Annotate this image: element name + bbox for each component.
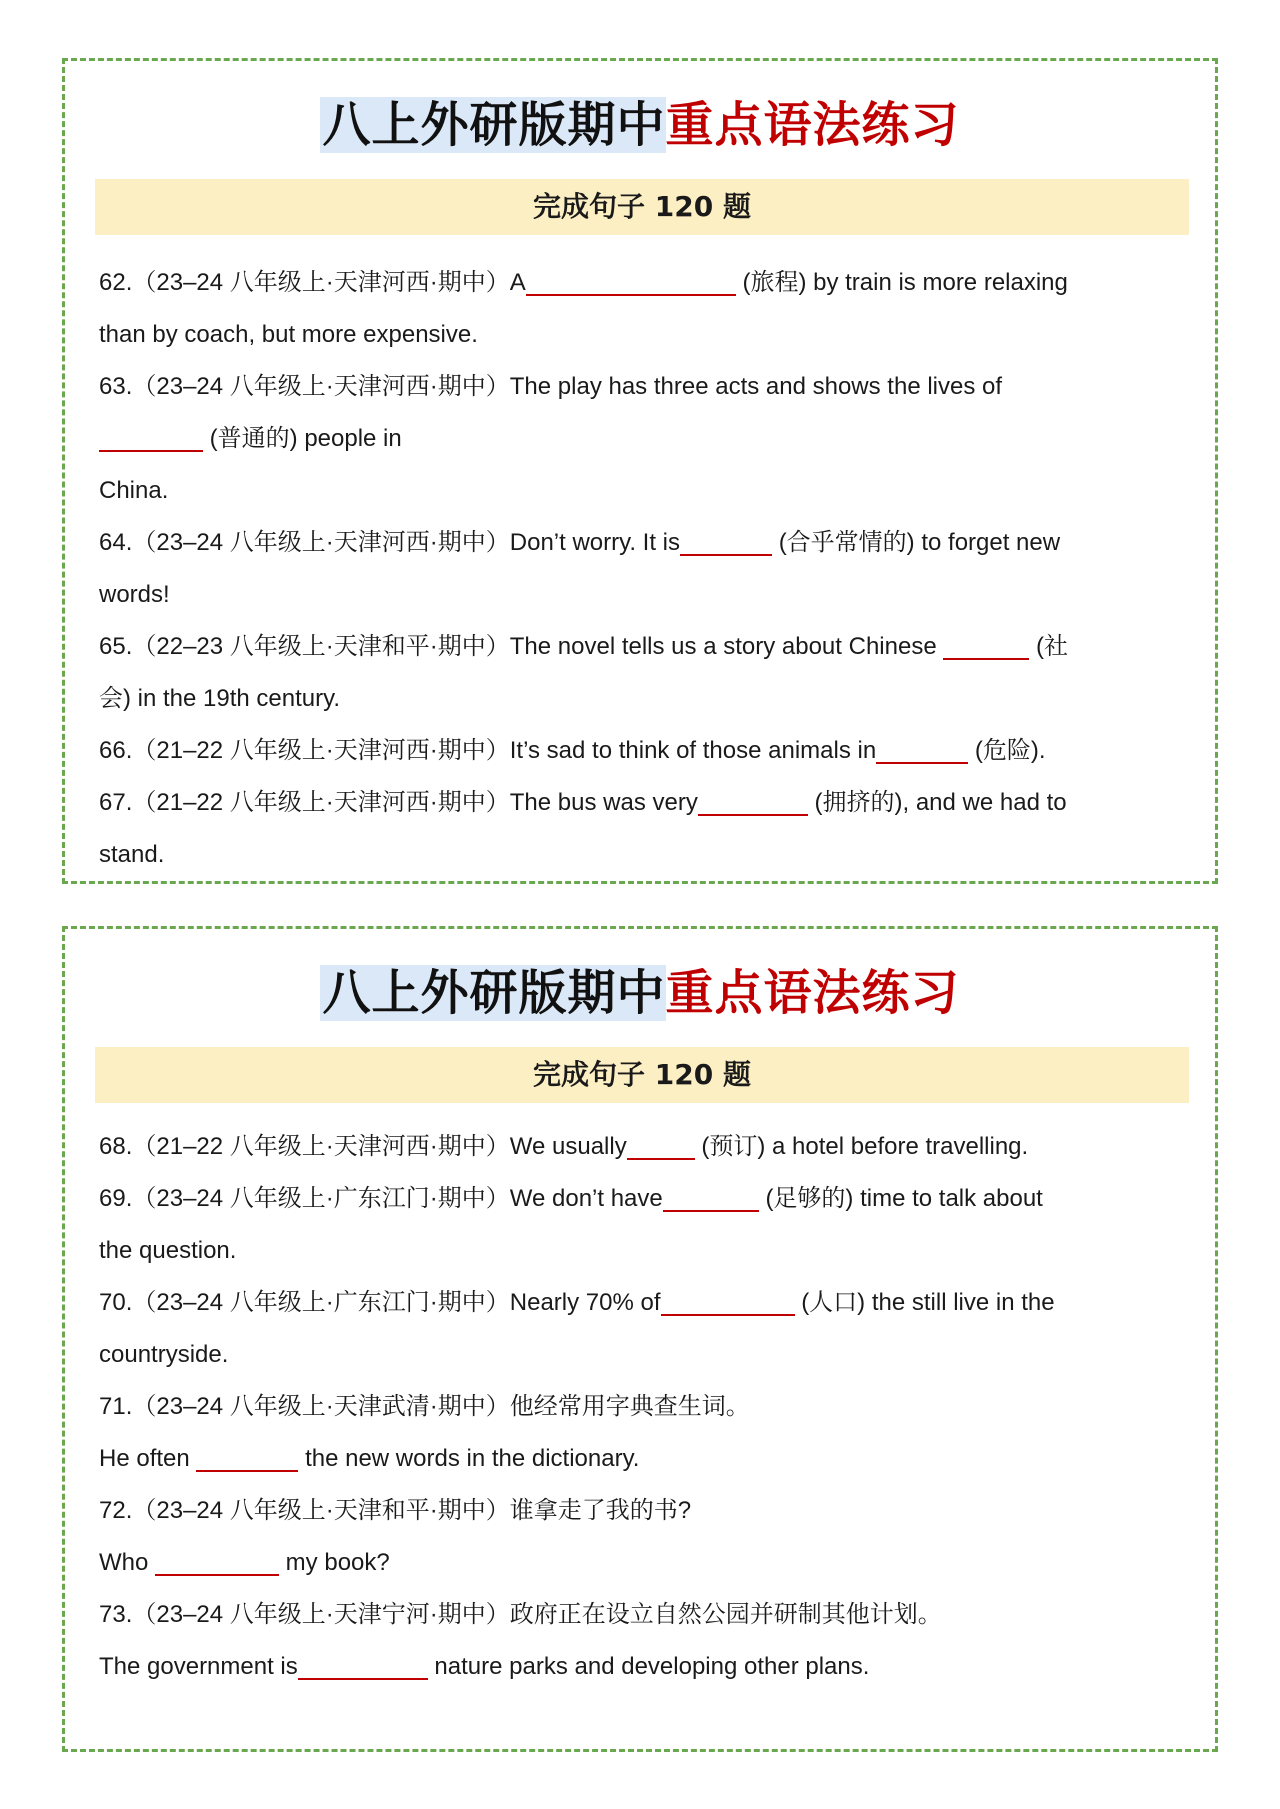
answer-blank[interactable] [196,1440,298,1472]
question-70: 70.（23–24 八年级上·广东江门·期中）Nearly 70% of (人口) the still live in the countryside. [99,1277,1189,1381]
answer-blank[interactable] [627,1128,695,1160]
answer-blank[interactable] [155,1544,279,1576]
title-red-part: 重点语法练习 [665,97,960,153]
card-title [65,949,1215,1037]
question-69: 69.（23–24 八年级上·广东江门·期中）We don’t have (足够的) time to talk about the question. [99,1173,1189,1277]
question-64: 64.（23–24 八年级上·天津河西·期中）Don’t worry. It is (合乎常情的) to forget new words! [99,517,1189,621]
question-63: 63.（23–24 八年级上·天津河西·期中）The play has three acts and shows the lives of (普通的) people in China. [99,373,1003,504]
answer-blank[interactable] [663,1180,759,1212]
answer-blank[interactable] [661,1284,795,1316]
question-67: 67.（21–22 八年级上·天津河西·期中）The bus was very (拥挤的), and we had to stand. [99,777,1189,881]
question-68: 68.（21–22 八年级上·天津河西·期中）We usually (预订) a hotel before travelling. [99,1121,1189,1173]
title-black-part: 八上外研版期中 [322,97,666,153]
answer-blank[interactable] [698,784,808,816]
answer-blank[interactable] [876,732,968,764]
title-red-part: 重点语法练习 [665,965,960,1021]
question-73: 73.（23–24 八年级上·天津宁河·期中）政府正在设立自然公园并研制其他计划。 The government is nature parks and developing other plans. [99,1601,942,1680]
question-72: 72.（23–24 八年级上·天津和平·期中）谁拿走了我的书? Who my book? [99,1497,692,1576]
question-list [99,1121,1189,1693]
section-subtitle-bar: 完成句子 120 题 [95,179,1189,235]
title-black-part: 八上外研版期中 [322,965,666,1021]
question-71: 71.（23–24 八年级上·天津武清·期中）他经常用字典查生词。 He often the new words in the dictionary. [99,1393,750,1472]
question-list [99,257,1189,881]
exercise-card-2 [62,926,1218,1752]
question-66: 66.（21–22 八年级上·天津河西·期中）It’s sad to think of those animals in (危险). [99,725,1189,777]
exercise-card-1 [62,58,1218,884]
answer-blank[interactable] [99,420,203,452]
section-subtitle-bar: 完成句子 120 题 [95,1047,1189,1103]
answer-blank[interactable] [298,1648,428,1680]
answer-blank[interactable] [680,524,772,556]
question-62: 62.（23–24 八年级上·天津河西·期中）A (旅程) by train is more relaxing than by coach, but more expensive. [99,257,1189,361]
question-65: 65.（22–23 八年级上·天津和平·期中）The novel tells us a story about Chinese (社 会) in the 19th century. [99,621,1189,725]
answer-blank[interactable] [526,264,736,296]
card-title [65,81,1215,169]
answer-blank[interactable] [943,628,1029,660]
